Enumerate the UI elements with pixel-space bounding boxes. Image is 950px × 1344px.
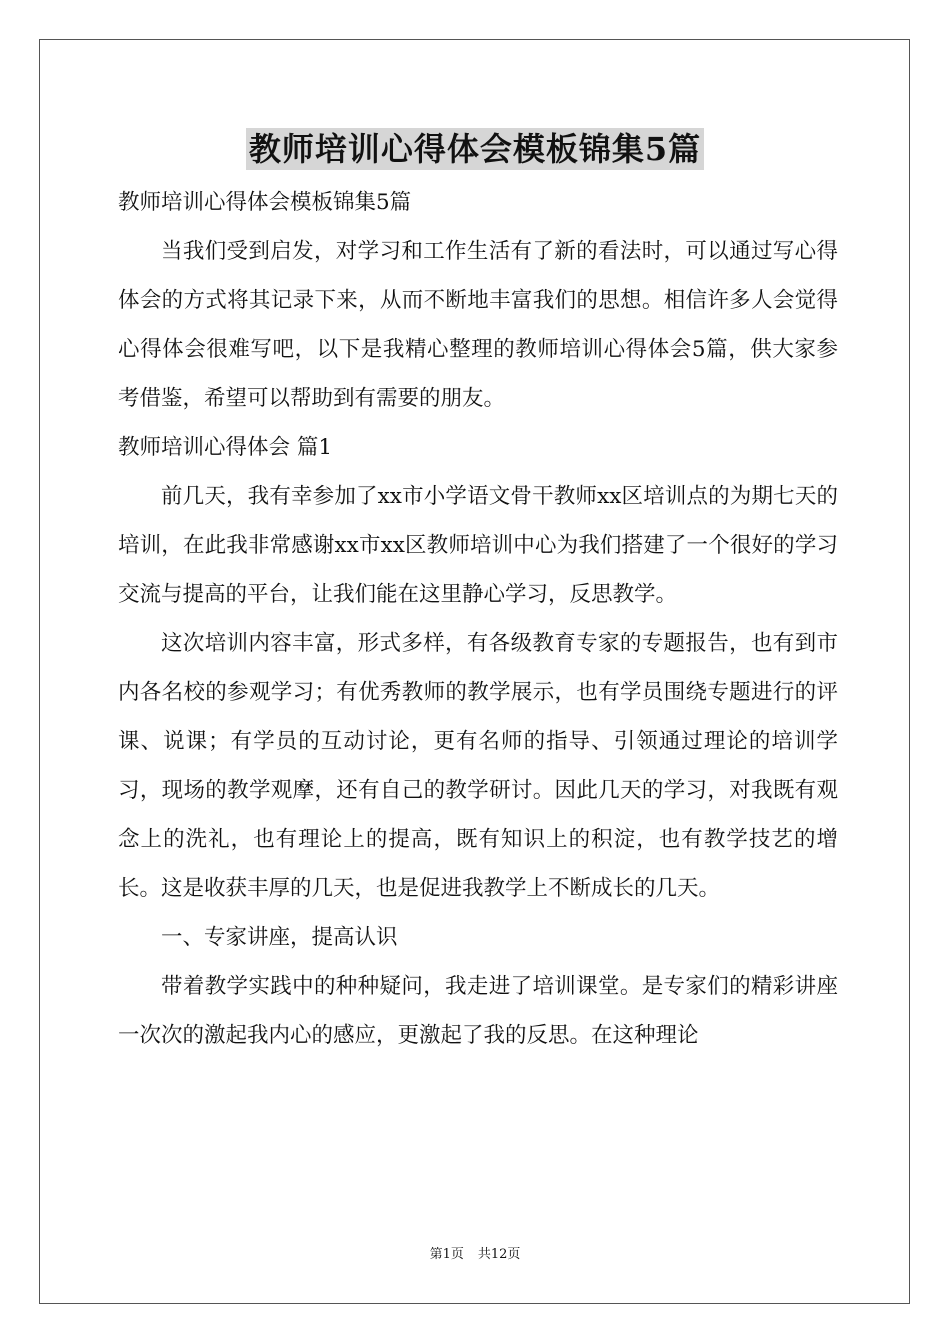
document-title-text: 教师培训心得体会模板锦集5篇 [246, 128, 704, 170]
paragraph-subtitle: 教师培训心得体会模板锦集5篇 [118, 190, 412, 215]
paragraph: 带着教学实践中的种种疑问，我走进了培训课堂。是专家们的精彩讲座一次次的激起我内心的感应，更激起了我的反思。在这种理论 [118, 974, 838, 1048]
document-body [118, 178, 838, 1060]
paragraph: 前几天，我有幸参加了xx市小学语文骨干教师xx区培训点的为期七天的培训，在此我非常感谢xx市xx区教师培训中心为我们搭建了一个很好的学习交流与提高的平台，让我们能在这里静心学习，反思教学。 [118, 484, 838, 607]
document-title [0, 128, 950, 170]
page-number: 第1页 [429, 1247, 464, 1262]
paragraph: 这次培训内容丰富，形式多样，有各级教育专家的专题报告，也有到市内各名校的参观学习；有优秀教师的教学展示，也有学员围绕专题进行的评课、说课；有学员的互动讨论，更有名师的指导、引领通过理论的培训学习，现场的教学观摩，还有自己的教学研讨。因此几天的学习，对我既有观念上的洗礼，也有理论上的提高，既有知识上的积淀，也有教学技艺的增长。这是收获丰厚的几天，也是促进我教学上不断成长的几天。 [118, 631, 838, 901]
subsection-heading: 一、专家讲座，提高认识 [161, 925, 398, 950]
page-footer [0, 1246, 950, 1264]
paragraph-intro: 当我们受到启发，对学习和工作生活有了新的看法时，可以通过写心得体会的方式将其记录下来，从而不断地丰富我们的思想。相信许多人会觉得心得体会很难写吧，以下是我精心整理的教师培训心得体会5篇，供大家参考借鉴，希望可以帮助到有需要的朋友。 [118, 239, 838, 411]
section-heading: 教师培训心得体会 篇1 [118, 435, 333, 460]
page-total: 共12页 [477, 1247, 521, 1262]
